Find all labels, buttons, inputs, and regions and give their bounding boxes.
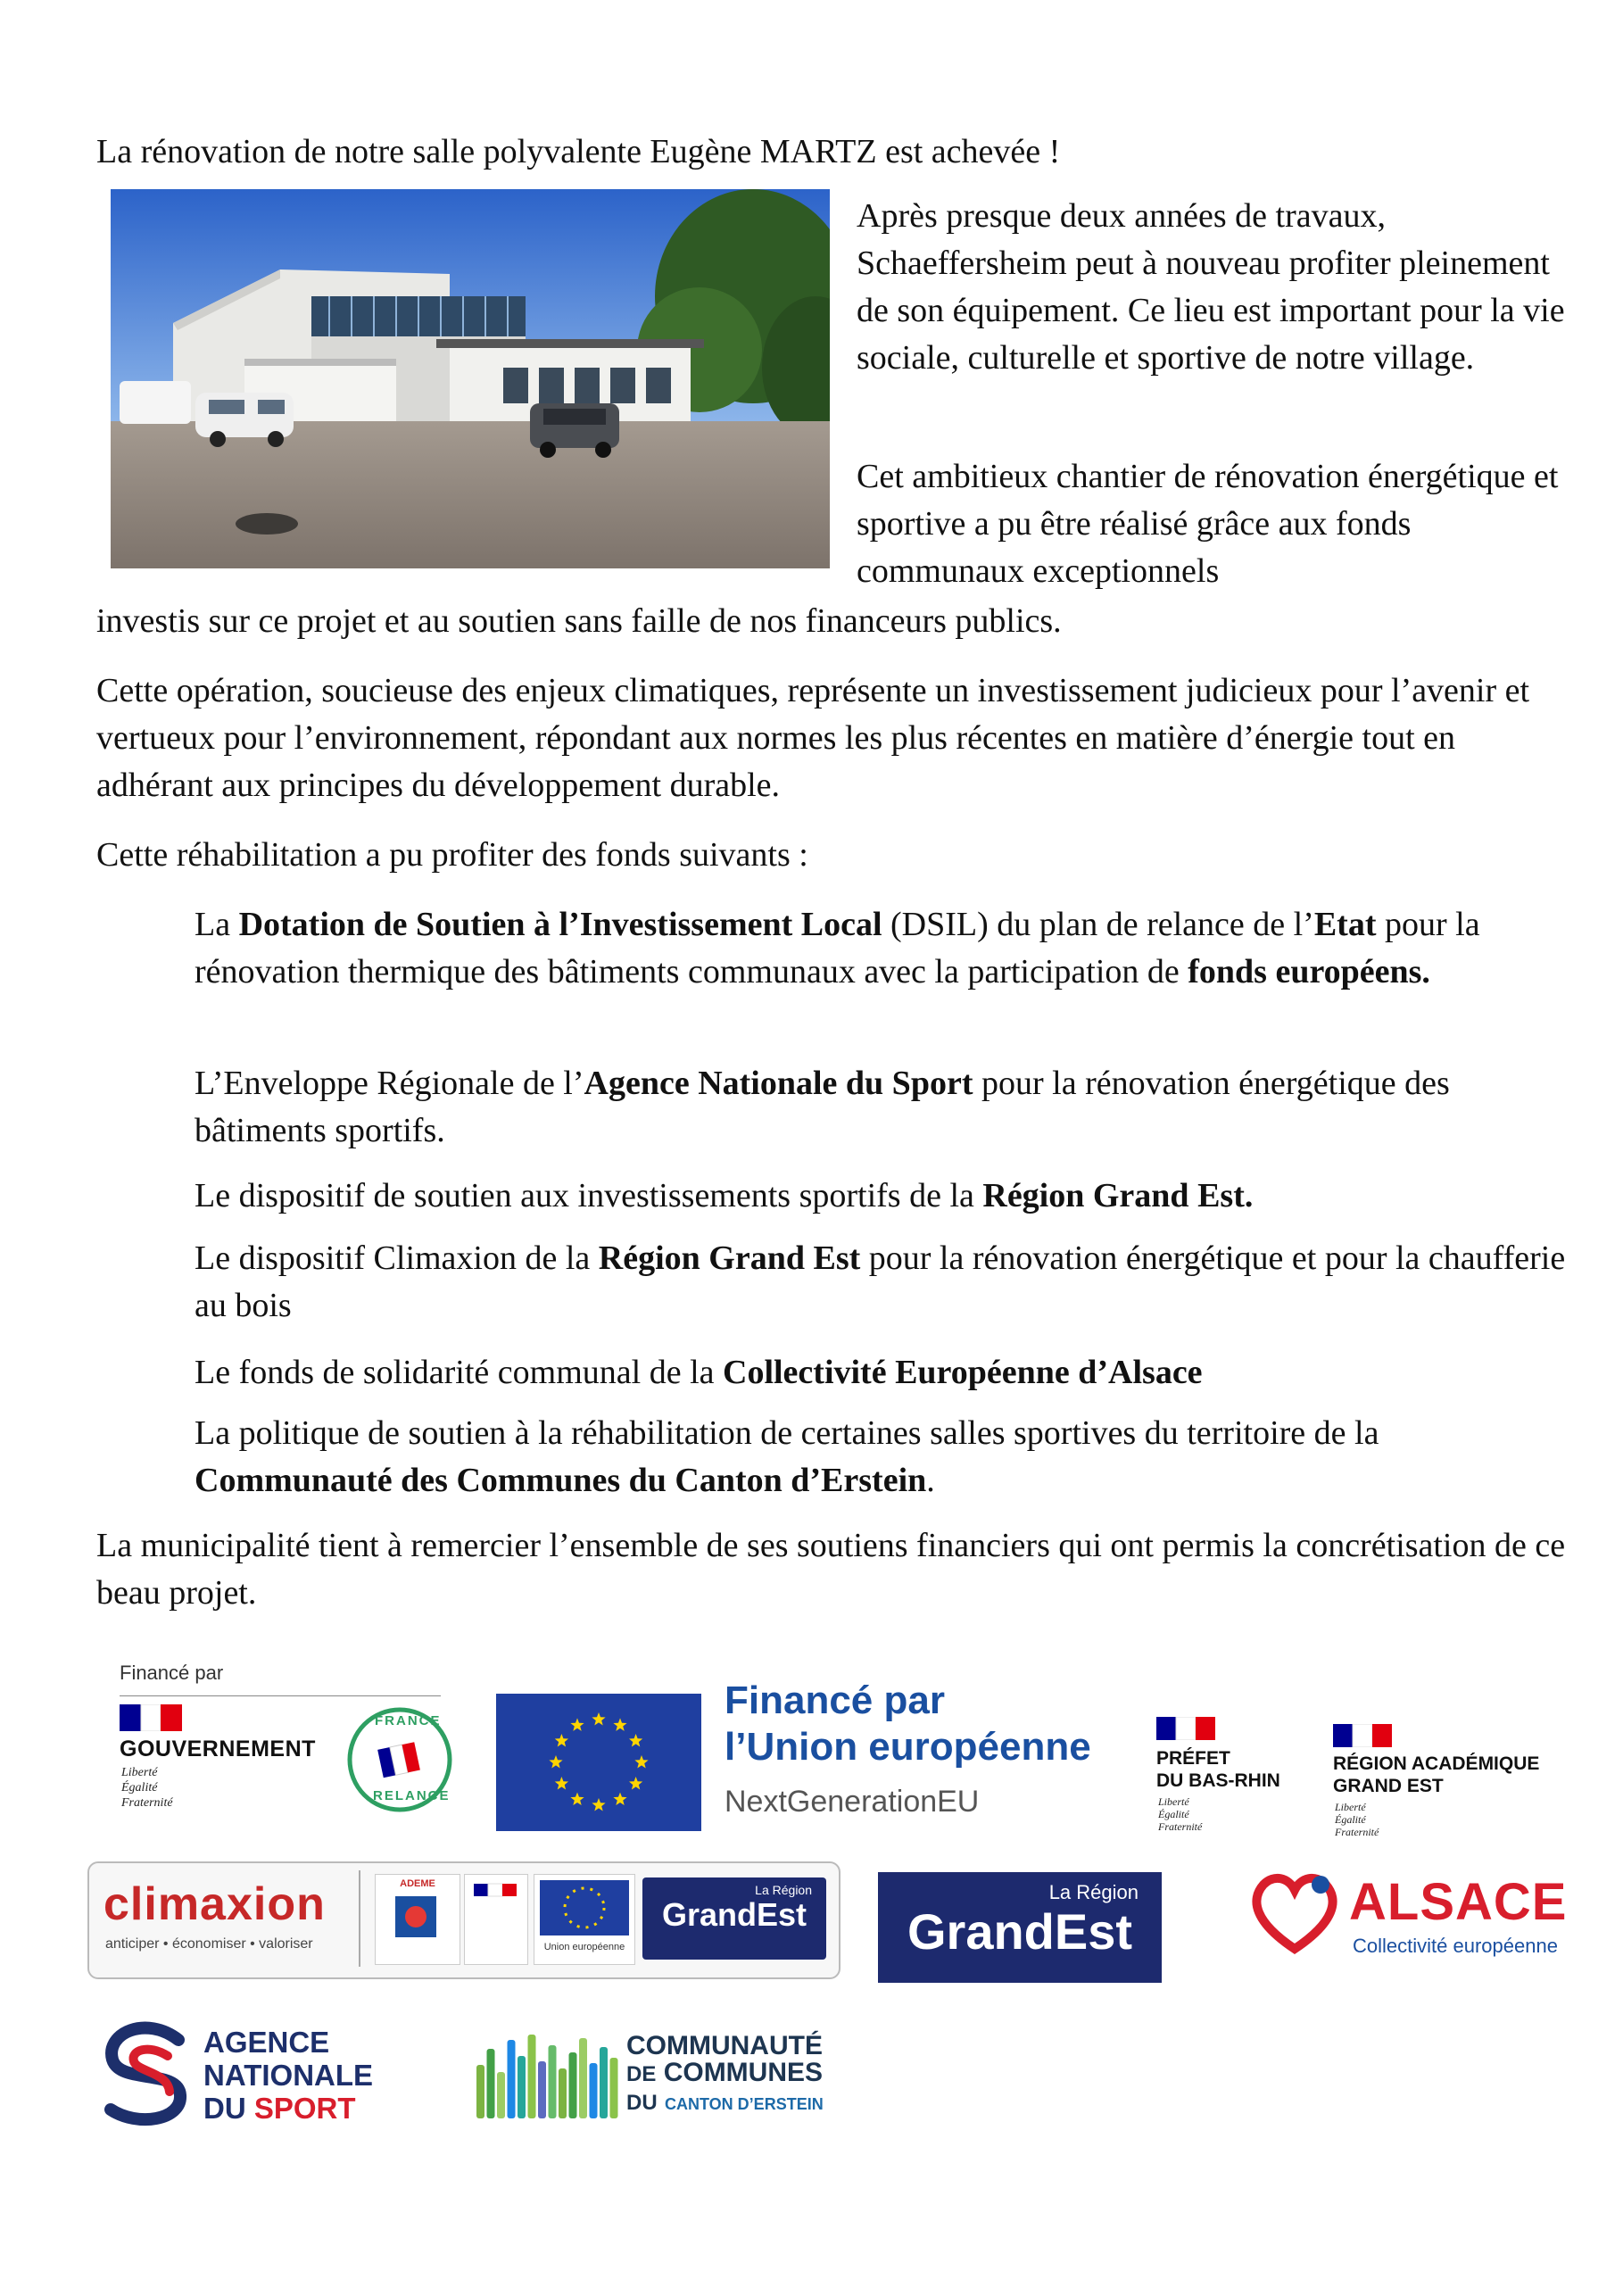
marianne-flag-icon bbox=[465, 1875, 527, 1902]
mosaic-block bbox=[487, 2049, 495, 2118]
marianne-flag-icon bbox=[1156, 1717, 1215, 1740]
mosaic-block bbox=[528, 2035, 536, 2118]
finance-par-label: Financé par bbox=[120, 1662, 224, 1684]
mosaic-block bbox=[569, 2052, 577, 2118]
side-paragraph-2: Cet ambitieux chantier de rénovation énergétique et sportive a pu être réalisé grâce aux fonds communaux exceptionnels bbox=[857, 458, 1559, 590]
climaxion-wordmark: climaxion bbox=[104, 1878, 326, 1930]
marianne-flag-icon bbox=[1333, 1724, 1392, 1747]
eu-flag-icon bbox=[534, 1875, 634, 1937]
fund-item: Le fonds de solidarité communal de la Collectivité Européenne d’Alsace bbox=[195, 1354, 1203, 1391]
fund-item: Le dispositif de soutien aux investissements sportifs de la Région Grand Est. bbox=[195, 1177, 1254, 1214]
grand-est-logo: La Région GrandEst bbox=[878, 1872, 1162, 1983]
closing-paragraph: La municipalité tient à remercier l’ensemble de ses soutiens financiers qui ont permis la concrétisation de ce beau projet. bbox=[96, 1527, 1566, 1612]
mosaic-block bbox=[497, 2072, 505, 2118]
eu-title: Financé par l’Union européenne bbox=[725, 1678, 1091, 1769]
eu-small-logo: Union européenne bbox=[534, 1874, 635, 1965]
divider bbox=[359, 1870, 360, 1967]
alsace-subtitle: Collectivité européenne bbox=[1353, 1935, 1558, 1957]
devise-text: Liberté Égalité Fraternité bbox=[1158, 1795, 1203, 1833]
mosaic-block bbox=[549, 2045, 557, 2118]
prefet-region-logo bbox=[464, 1874, 528, 1965]
prefet-title: PRÉFET DU BAS-RHIN bbox=[1156, 1748, 1280, 1791]
cc-erstein-logo-icon bbox=[471, 2026, 623, 2126]
intro-heading: La rénovation de notre salle polyvalente Eugène MARTZ est achevée ! bbox=[96, 133, 1061, 170]
alsace-wordmark: ALSACE bbox=[1349, 1873, 1568, 1931]
france-relance-top: FRANCE bbox=[375, 1713, 442, 1728]
devise-text: Liberté Égalité Fraternité bbox=[1335, 1801, 1379, 1838]
eu-flag-icon bbox=[496, 1694, 701, 1831]
fund-item: La Dotation de Soutien à l’Investissement Local (DSIL) du plan de relance de l’Etat pour la rénovation thermique des bâtiments communaux avec la participation de fonds européens. bbox=[195, 906, 1480, 991]
continuation-paragraph: investis sur ce projet et au soutien sans faille de nos financeurs publics. bbox=[96, 602, 1062, 640]
mosaic-block bbox=[508, 2040, 516, 2118]
mosaic-block bbox=[559, 2068, 567, 2118]
mosaic-block bbox=[518, 2056, 526, 2118]
fund-item: La politique de soutien à la réhabilitation de certaines salles sportives du territoire de la Communauté des Communes du Canton d’Erstein. bbox=[195, 1414, 1379, 1499]
side-paragraph-1: Après presque deux années de travaux, Schaeffersheim peut à nouveau profiter pleinement de son équipement. Ce lieu est important pour la vie sociale, culturelle et sportive de notre village. bbox=[857, 197, 1565, 377]
cc-erstein-wordmark: COMMUNAUTÉ DE COMMUNES DU CANTON D’ERSTEIN bbox=[626, 2031, 824, 2115]
climate-paragraph: Cette opération, soucieuse des enjeux climatiques, représente un investissement judicieux pour l’avenir et vertueux pour l’environnement, répondant aux normes les plus récentes en matière d’énergie tout en adhérant aux principes du développement durable. bbox=[96, 672, 1530, 804]
france-relance-bottom: RELANCE bbox=[373, 1788, 451, 1803]
mosaic-block bbox=[476, 2065, 484, 2118]
gouvernement-label: GOUVERNEMENT bbox=[120, 1737, 316, 1761]
ans-logo-icon bbox=[93, 2020, 200, 2131]
mosaic-block bbox=[538, 2061, 546, 2118]
mosaic-block bbox=[600, 2047, 608, 2118]
region-academique-title: RÉGION ACADÉMIQUE GRAND EST bbox=[1333, 1753, 1540, 1796]
ademe-mark-icon bbox=[376, 1889, 460, 1943]
eu-next-generation: NextGenerationEU bbox=[725, 1785, 980, 1819]
ans-wordmark: AGENCE NATIONALE DU SPORT bbox=[203, 2026, 374, 2125]
fund-item: L’Enveloppe Régionale de l’Agence Nationale du Sport pour la rénovation énergétique des bâtiments sportifs. bbox=[195, 1065, 1450, 1149]
climaxion-tagline: anticiper • économiser • valoriser bbox=[105, 1936, 313, 1952]
mosaic-block bbox=[579, 2038, 587, 2118]
divider bbox=[120, 1695, 441, 1696]
funds-intro: Cette réhabilitation a pu profiter des fonds suivants : bbox=[96, 836, 808, 874]
ademe-logo: ADEME bbox=[375, 1874, 460, 1965]
marianne-flag-icon bbox=[120, 1704, 182, 1731]
grand-est-small-logo: La Région GrandEst bbox=[642, 1877, 826, 1960]
alsace-heart-icon bbox=[1246, 1869, 1344, 1954]
mosaic-block bbox=[590, 2063, 598, 2118]
fund-item: Le dispositif Climaxion de la Région Grand Est pour la rénovation énergétique et pour la chaufferie au bois bbox=[195, 1239, 1566, 1324]
mosaic-block bbox=[610, 2058, 618, 2118]
devise-text: Liberté Égalité Fraternité bbox=[121, 1766, 173, 1810]
